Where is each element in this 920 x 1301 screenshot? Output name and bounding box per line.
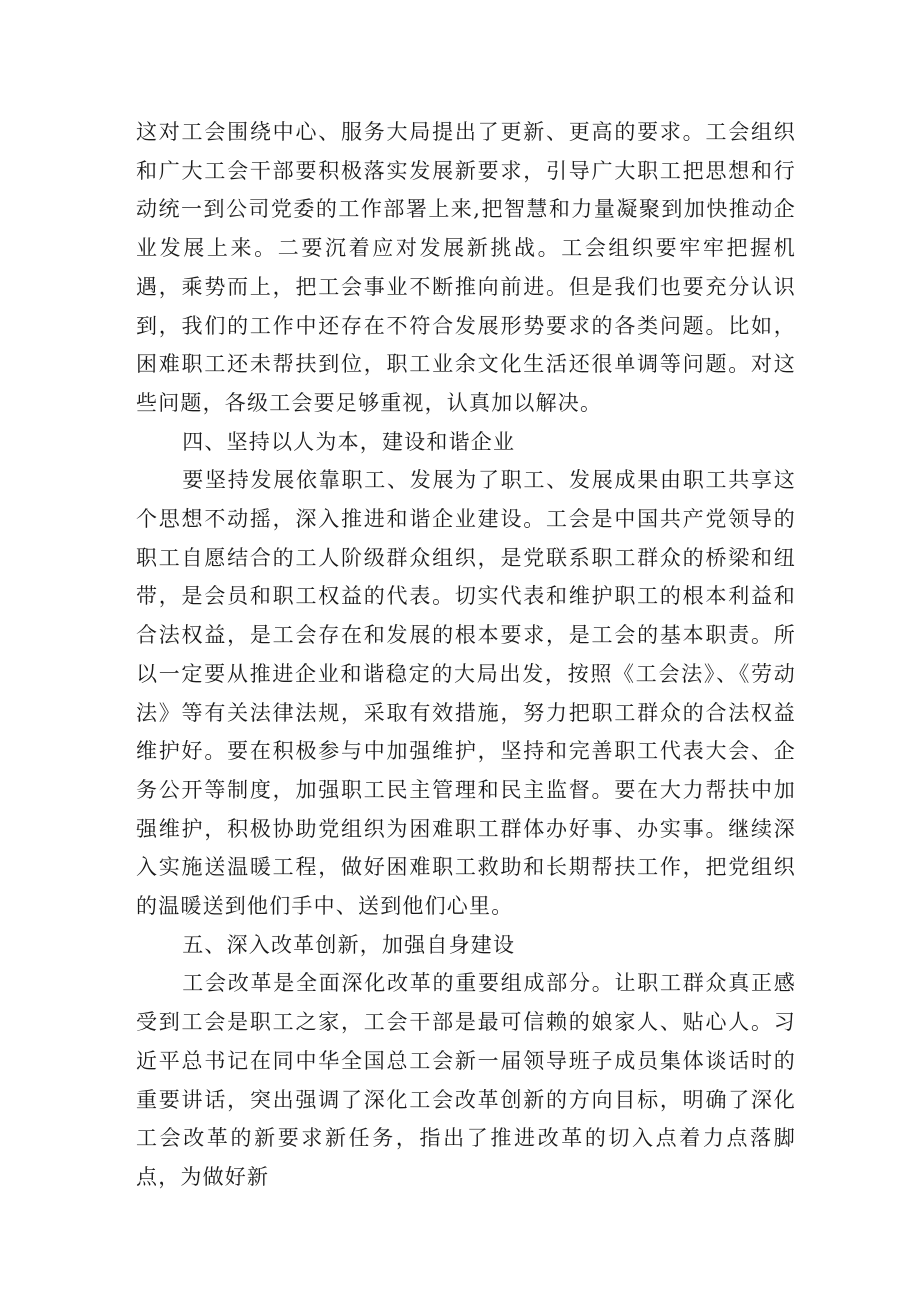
paragraph-continuation: 这对工会围绕中心、服务大局提出了更新、更高的要求。工会组织和广大工会干部要积极落实发展新要求，引导广大职工把思想和行动统一到公司党委的工作部署上来,把智慧和力量凝聚到加快推动企业发展上来。二要沉着应对发展新挑战。工会组织要牢牢把握机遇，乘势而上，把工会事业不断推向前进。但是我们也要充分认识到，我们的工作中还存在不符合发展形势要求的各类问题。比如，困难职工还未帮扶到位，职工业余文化生活还很单调等问题。对这些问题，各级工会要足够重视，认真加以解决。 xyxy=(136,120,796,415)
paragraph-harmonious-enterprise: 要坚持发展依靠职工、发展为了职工、发展成果由职工共享这个思想不动摇，深入推进和谐企业建设。工会是中国共产党领导的职工自愿结合的工人阶级群众组织，是党联系职工群众的桥梁和纽带，是会员和职工权益的代表。切实代表和维护职工的根本利益和合法权益，是工会存在和发展的根本要求，是工会的基本职责。所以一定要从推进企业和谐稳定的大局出发，按照《工会法》、《劳动法》等有关法律法规，采取有效措施，努力把职工群众的合法权益维护好。要在积极参与中加强维护，坚持和完善职工代表大会、企务公开等制度，加强职工民主管理和民主监督。要在大力帮扶中加强维护，积极协助党组织为困难职工群体办好事、办实事。继续深入实施送温暖工程，做好困难职工救助和长期帮扶工作，把党组织的温暖送到他们手中、送到他们心里。 xyxy=(136,468,796,919)
section-heading-five: 五、深入改革创新，加强自身建设 xyxy=(182,932,516,957)
document-body xyxy=(136,113,796,1197)
paragraph-union-reform: 工会改革是全面深化改革的重要组成部分。让职工群众真正感受到工会是职工之家，工会干部是最可信赖的娘家人、贴心人。习近平总书记在同中华全国总工会新一届领导班子成员集体谈话时的重要讲话，突出强调了深化工会改革创新的方向目标，明确了深化工会改革的新要求新任务，指出了推进改革的切入点着力点落脚点，为做好新 xyxy=(136,971,796,1189)
section-heading-four: 四、坚持以人为本，建设和谐企业 xyxy=(182,429,516,454)
